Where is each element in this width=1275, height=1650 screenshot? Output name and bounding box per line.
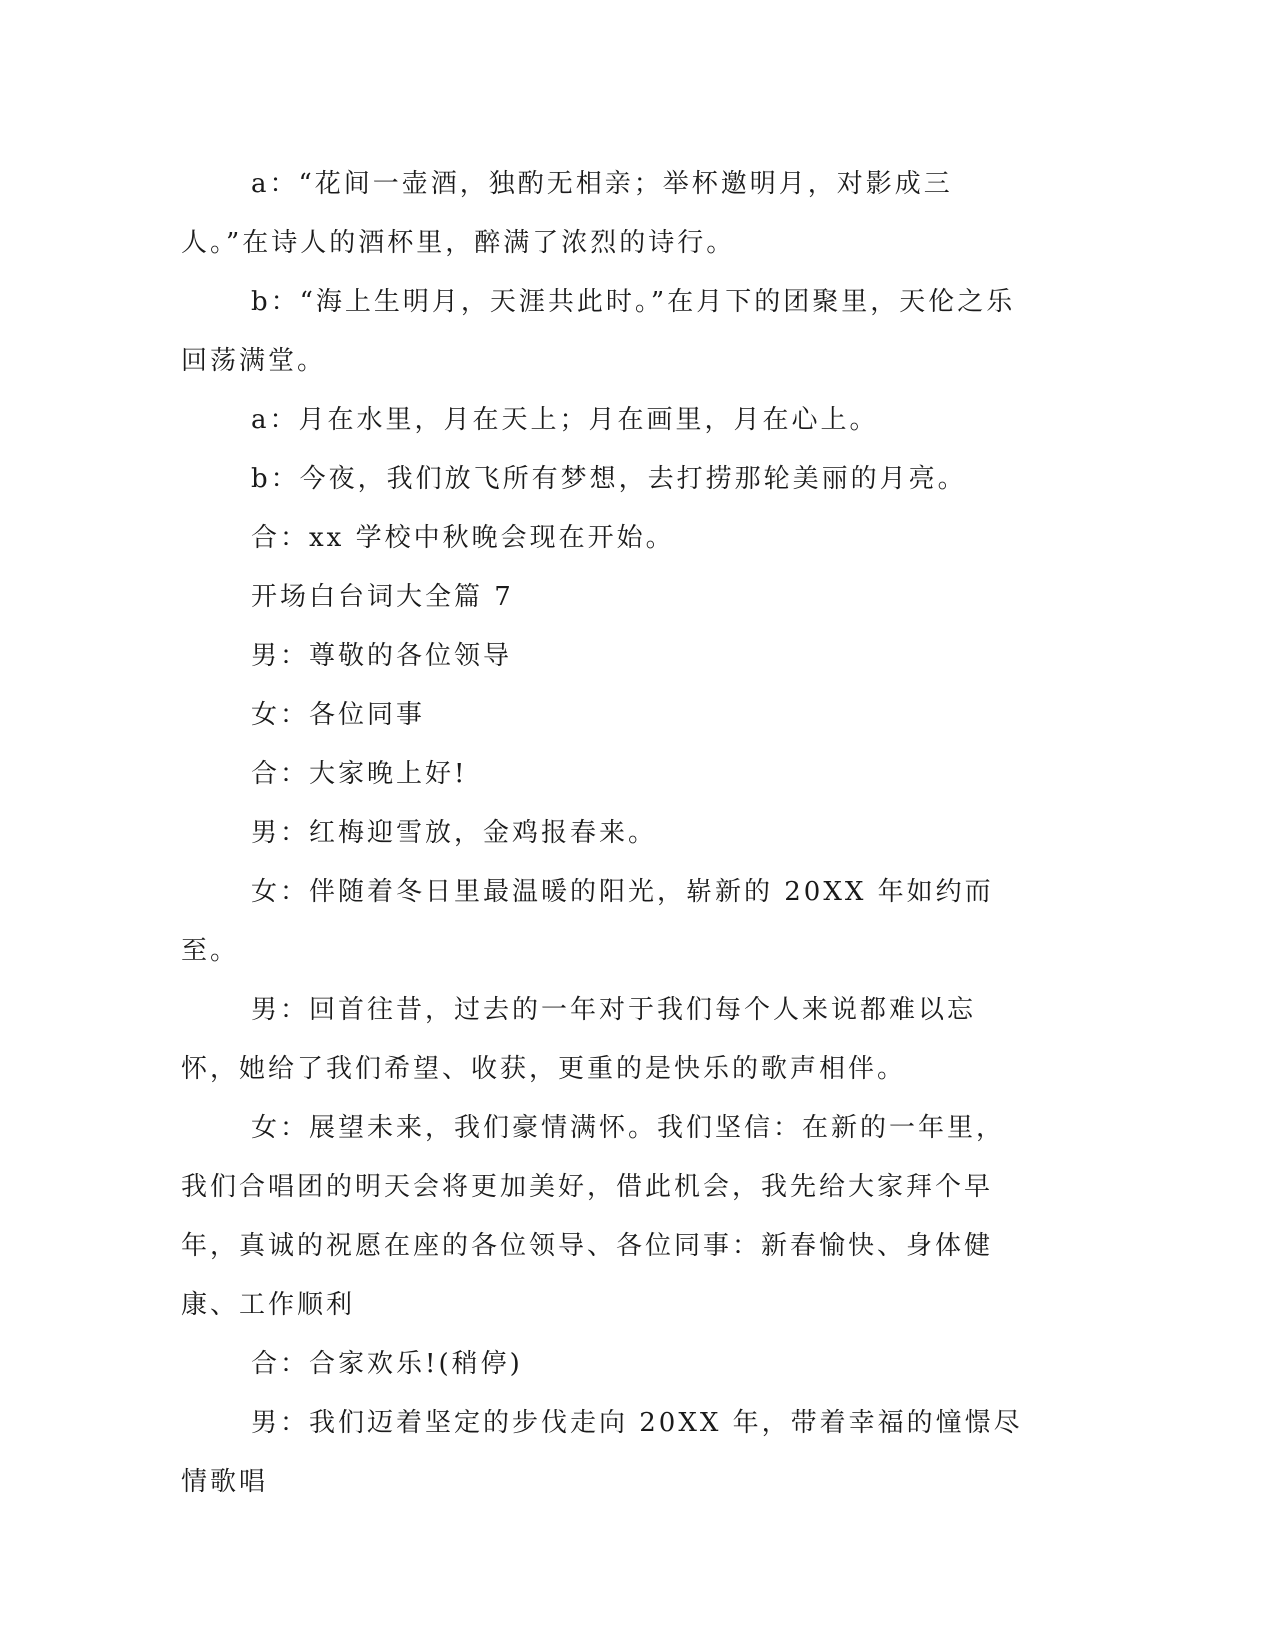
paragraph: b：“海上生明月，天涯共此时。”在月下的团聚里，天伦之乐回荡满堂。 <box>181 287 1016 376</box>
paragraph: 女：各位同事 <box>251 700 426 730</box>
paragraph: b：今夜，我们放飞所有梦想，去打捞那轮美丽的月亮。 <box>251 464 967 494</box>
paragraph: 男：我们迈着坚定的步伐走向 20XX 年，带着幸福的憧憬尽情歌唱 <box>181 1408 1023 1497</box>
document-body <box>181 155 1031 1512</box>
section-heading: 开场白台词大全篇 7 <box>251 582 514 612</box>
paragraph: 合：大家晚上好! <box>251 759 468 789</box>
paragraph: 女：伴随着冬日里最温暖的阳光，崭新的 20XX 年如约而至。 <box>181 877 994 966</box>
paragraph: 合：xx 学校中秋晚会现在开始。 <box>251 523 675 553</box>
paragraph: a：月在水里，月在天上；月在画里，月在心上。 <box>251 405 879 435</box>
paragraph: 男：尊敬的各位领导 <box>251 641 513 671</box>
paragraph: a：“花间一壶酒，独酌无相亲；举杯邀明月，对影成三人。”在诗人的酒杯里，醉满了浓烈的诗行。 <box>181 169 953 258</box>
paragraph: 女：展望未来，我们豪情满怀。我们坚信：在新的一年里，我们合唱团的明天会将更加美好，借此机会，我先给大家拜个早年，真诚的祝愿在座的各位领导、各位同事：新春愉快、身体健康、工作顺利 <box>181 1113 1006 1320</box>
paragraph: 合：合家欢乐!(稍停) <box>251 1349 523 1379</box>
paragraph: 男：红梅迎雪放，金鸡报春来。 <box>251 818 658 848</box>
paragraph: 男：回首往昔，过去的一年对于我们每个人来说都难以忘怀，她给了我们希望、收获，更重的是快乐的歌声相伴。 <box>181 995 977 1084</box>
